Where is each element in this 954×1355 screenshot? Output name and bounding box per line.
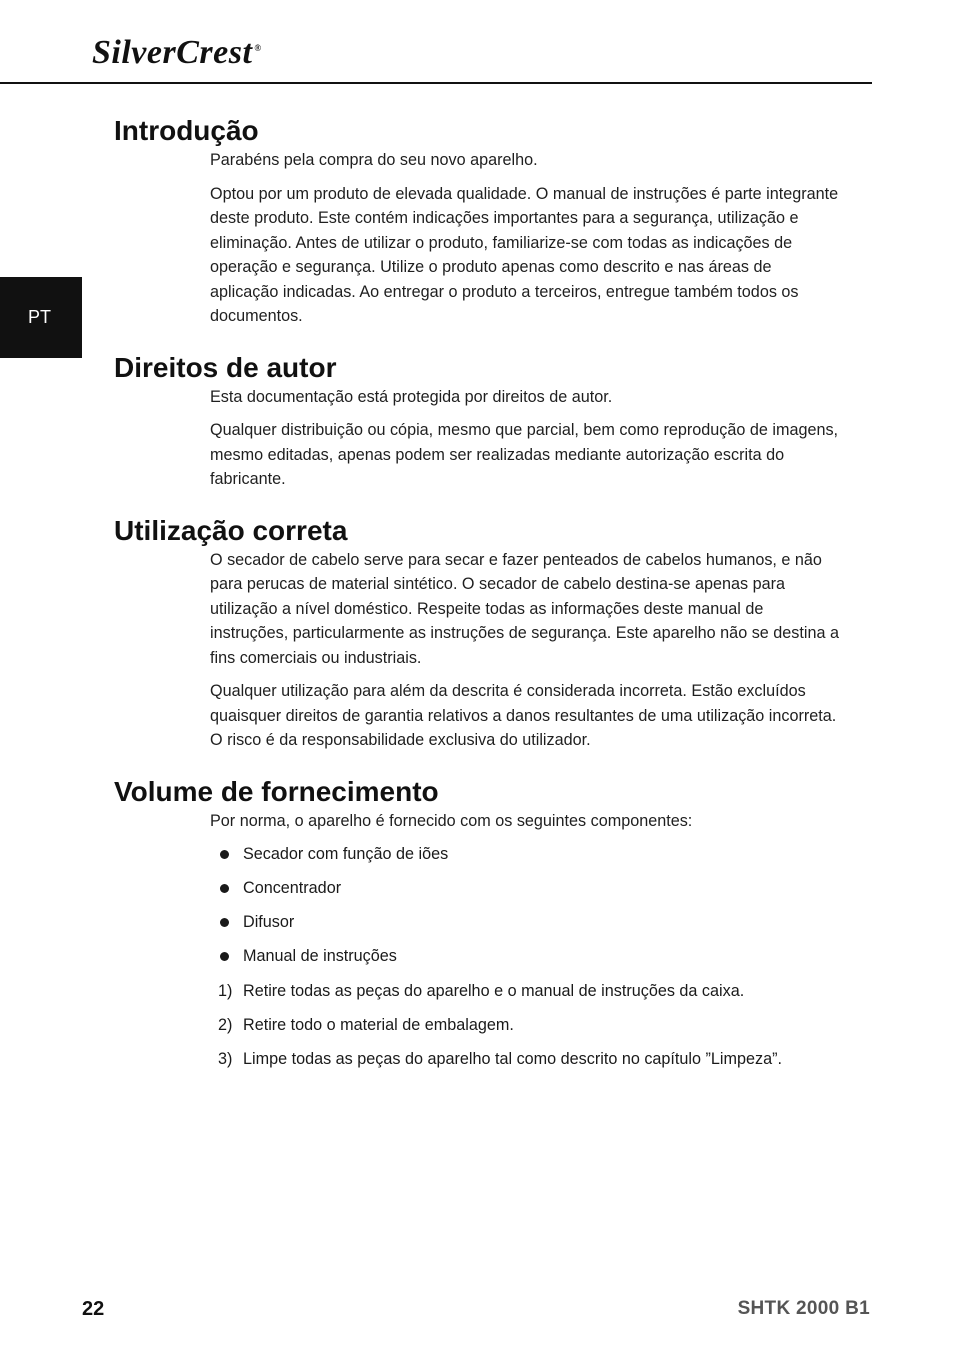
paragraph: Qualquer utilização para além da descrita é considerada incorreta. Estão excluídos quaisquer direitos de garantia relativos a danos resultantes de uma utilização incorreta. O risco é da responsabilidade exclusiva do utilizador. (210, 682, 837, 749)
page-number: 22 (82, 1298, 105, 1320)
section-volume-de-fornecimento (114, 775, 844, 1072)
bullet-icon (220, 918, 229, 927)
step-item (210, 1047, 844, 1072)
language-tab (0, 277, 82, 358)
section-introducao (114, 114, 844, 329)
list-item-text: Manual de instruções (243, 947, 397, 965)
paragraph: O secador de cabelo serve para secar e fazer penteados de cabelos humanos, e não para perucas de material sintético. O secador de cabelo destina-se apenas para utilização a nível doméstico. Respeite todas as informações deste manual de instruções, particularmente as instruções de segurança. Este aparelho não se destina a fins comerciais ou industriais. (210, 550, 839, 667)
step-number: 3) (218, 1049, 233, 1068)
registered-mark: ® (254, 42, 262, 53)
section-title: Introdução (114, 115, 259, 146)
step-text: Retire todas as peças do aparelho e o manual de instruções da caixa. (243, 981, 745, 1000)
steps-list (210, 979, 844, 1072)
header-divider (0, 82, 872, 84)
list-item (210, 842, 844, 867)
section-direitos-de-autor (114, 351, 844, 492)
bullet-icon (220, 850, 229, 859)
section-body (210, 548, 844, 753)
list-item (210, 910, 844, 935)
list-item-text: Difusor (243, 913, 295, 931)
page-content (114, 114, 844, 1093)
step-text: Limpe todas as peças do aparelho tal como descrito no capítulo ”Limpeza”. (243, 1049, 782, 1068)
section-body (210, 148, 844, 329)
paragraph: Optou por um produto de elevada qualidade. O manual de instruções é parte integrante deste produto. Este contém indicações importantes para a segurança, utilização e eliminação. Antes de utilizar o produto, familiarize-se com todas as indicações de operação e segurança. Utilize o produto apenas como descrito e nas áreas de aplicação indicadas. Ao entregar o produto a terceiros, entregue também todos os documentos. (210, 184, 839, 325)
list-item-text: Concentrador (243, 879, 342, 897)
paragraph: Esta documentação está protegida por direitos de autor. (210, 387, 613, 406)
language-tab-label: PT (28, 307, 52, 327)
step-item (210, 1013, 844, 1038)
step-number: 2) (218, 1015, 233, 1034)
paragraph: Parabéns pela compra do seu novo aparelho. (210, 151, 538, 169)
section-body (210, 809, 844, 1072)
components-list (210, 842, 844, 969)
list-item-text: Secador com função de iões (243, 845, 449, 863)
section-title: Volume de fornecimento (114, 775, 439, 807)
paragraph: Qualquer distribuição ou cópia, mesmo que parcial, bem como reprodução de imagens, mesmo editadas, apenas podem ser realizadas mediante autorização escrita do fabricante. (210, 421, 839, 488)
step-item (210, 979, 844, 1004)
bullet-icon (220, 952, 229, 961)
section-utilizacao-correta (114, 514, 844, 753)
section-title: Direitos de autor (114, 351, 337, 383)
paragraph: Por norma, o aparelho é fornecido com os seguintes componentes: (210, 811, 693, 830)
section-title: Utilização correta (114, 514, 348, 546)
brand-logo (92, 36, 262, 70)
list-item (210, 876, 844, 901)
step-text: Retire todo o material de embalagem. (243, 1015, 514, 1034)
bullet-icon (220, 884, 229, 893)
step-number: 1) (218, 981, 233, 1000)
section-body (210, 385, 844, 492)
list-item (210, 944, 844, 969)
model-number: SHTK 2000 B1 (737, 1298, 870, 1319)
brand-logo-text: SilverCrest (92, 34, 253, 71)
